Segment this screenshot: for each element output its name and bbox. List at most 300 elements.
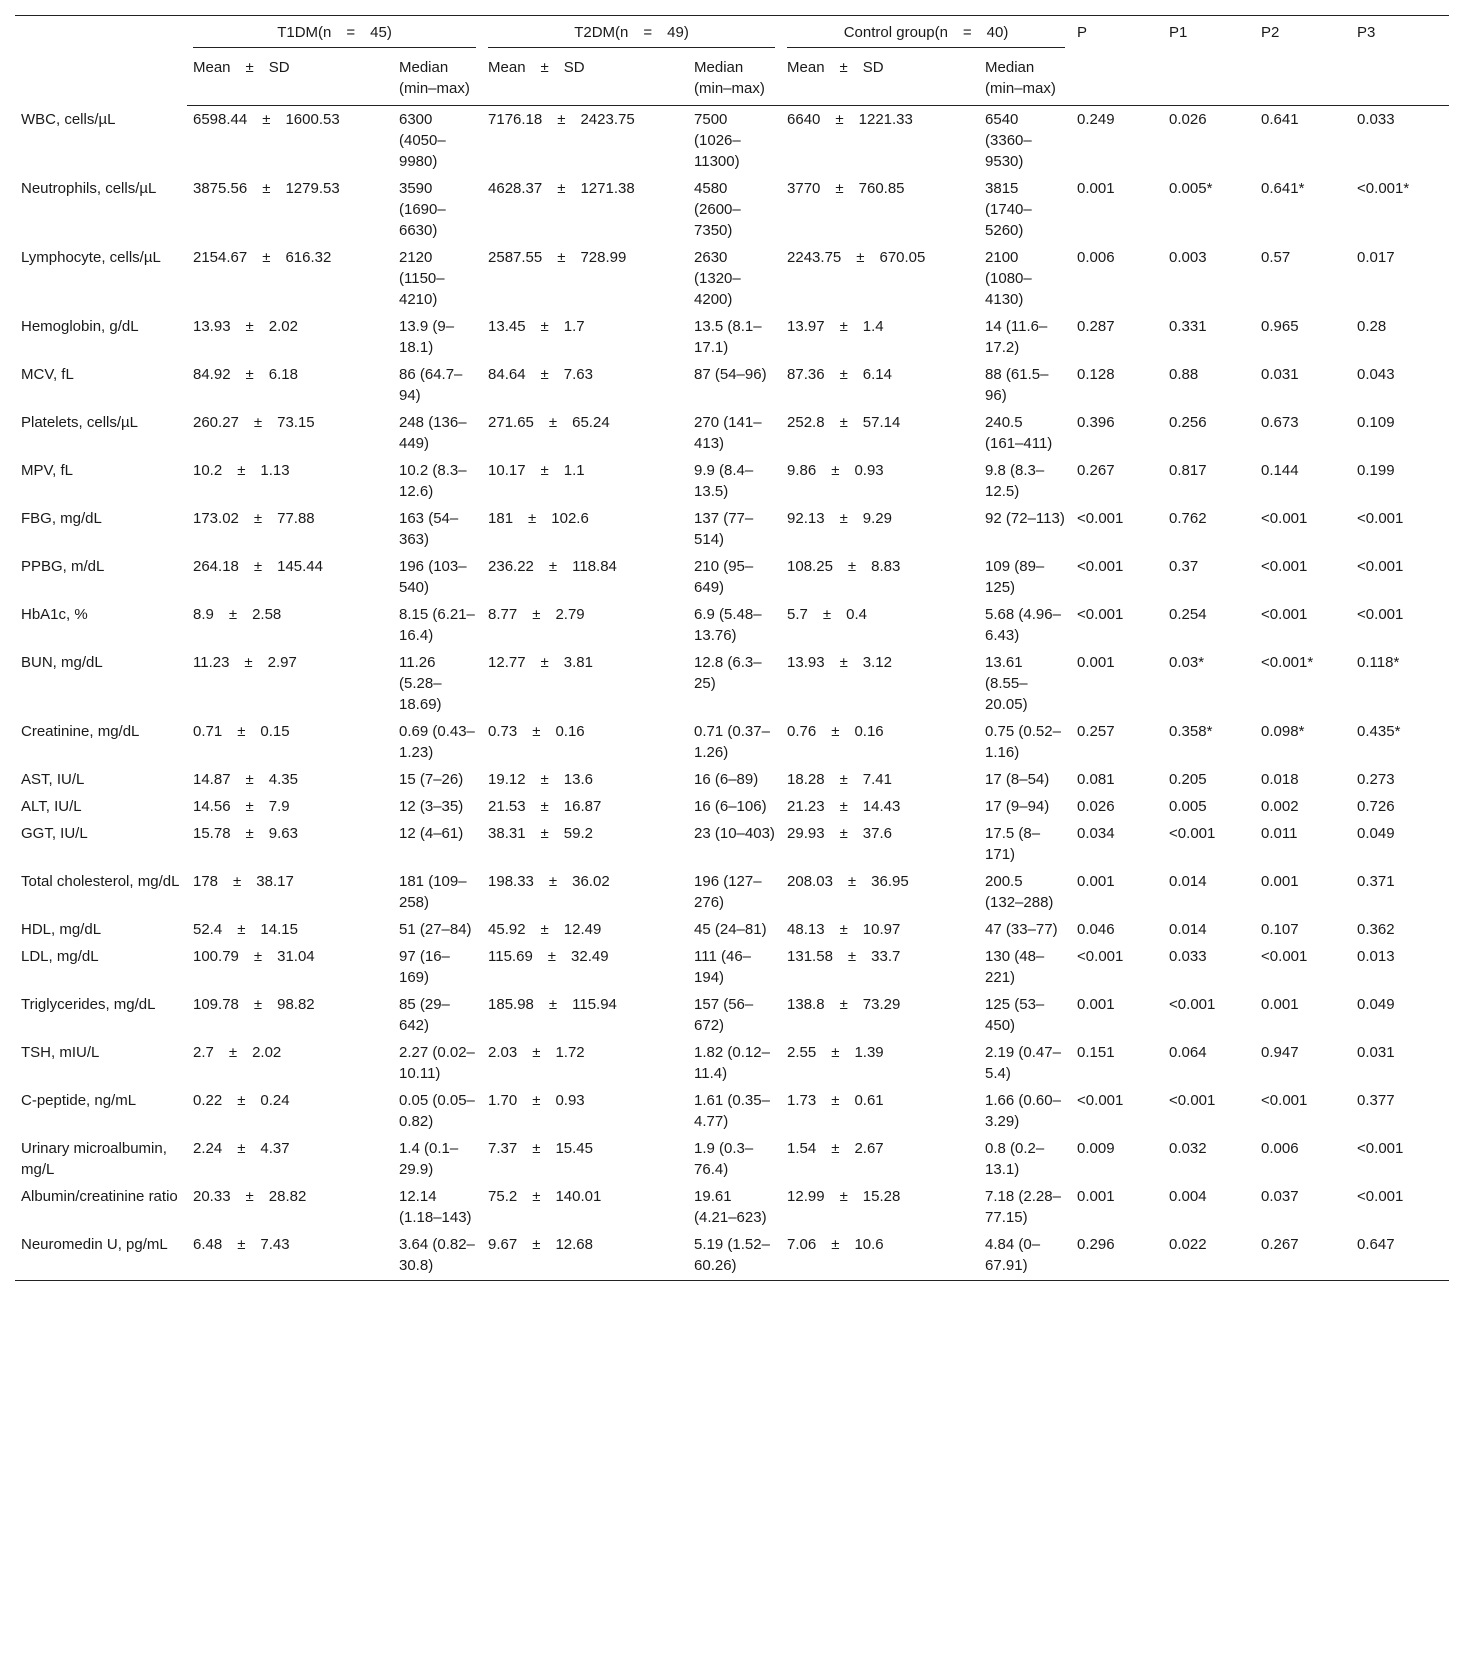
t1dm-median: 2.27 (0.02–10.11) (399, 1044, 475, 1082)
p-value: <0.001 (1077, 948, 1124, 965)
group-label-t1dm: T1DM(n = 45) (193, 22, 476, 48)
p3-value: 0.273 (1357, 771, 1395, 788)
t2dm-mean-sd: 38.31 ± 59.2 (488, 825, 593, 842)
t2dm-mean-sd: 4628.37 ± 1271.38 (488, 180, 635, 197)
p1-value: 0.37 (1169, 558, 1199, 575)
p1-value: 0.014 (1169, 873, 1207, 890)
control-mean-sd: 138.8 ± 73.29 (787, 996, 901, 1013)
p1-value: 0.03* (1169, 654, 1205, 671)
p2-value: <0.001 (1261, 606, 1308, 623)
t2dm-mean-sd: 185.98 ± 115.94 (488, 996, 617, 1013)
p2-value: 0.965 (1261, 318, 1299, 335)
table-row (15, 1183, 1449, 1231)
p1-value: 0.022 (1163, 1231, 1255, 1281)
p2-value: 0.037 (1261, 1188, 1299, 1205)
t2dm-median: 137 (77–514) (694, 510, 754, 548)
t1dm-median: 11.26 (5.28–18.69) (399, 654, 442, 713)
control-median: 240.5 (161–411) (985, 414, 1053, 452)
row-label: Creatinine, mg/dL (21, 723, 140, 740)
control-median: 130 (48–221) (985, 948, 1045, 986)
t1dm-mean-sd: 2154.67 ± 616.32 (193, 249, 332, 266)
p-value: 0.081 (1077, 771, 1115, 788)
t2dm-median: 1.82 (0.12–11.4) (694, 1044, 770, 1082)
t2dm-median: 111 (46–194) (694, 948, 752, 986)
table-row (15, 1039, 1449, 1087)
lab-results-table (15, 15, 1449, 1281)
t1dm-median: 181 (109–258) (399, 873, 467, 911)
p-value: 0.296 (1071, 1231, 1163, 1281)
t2dm-mean-sd: 181 ± 102.6 (488, 510, 589, 527)
t2dm-mean-sd: 13.45 ± 1.7 (488, 318, 585, 335)
t1dm-mean-sd: 52.4 ± 14.15 (193, 921, 298, 938)
p-value: 0.267 (1077, 462, 1115, 479)
t1dm-median: 12.14 (1.18–143) (399, 1188, 472, 1226)
control-mean-sd: 12.99 ± 15.28 (787, 1188, 901, 1205)
control-median: 88 (61.5–96) (985, 366, 1049, 404)
control-mean-sd: 13.93 ± 3.12 (787, 654, 892, 671)
table-row (15, 457, 1449, 505)
control-median: 125 (53–450) (985, 996, 1045, 1034)
p-value: 0.151 (1077, 1044, 1115, 1061)
t1dm-median-header: Median (min–max) (393, 52, 482, 106)
t2dm-median: 19.61 (4.21–623) (694, 1188, 767, 1226)
table-row (15, 820, 1449, 868)
t1dm-mean-sd: 6598.44 ± 1600.53 (193, 111, 340, 128)
table-row (15, 793, 1449, 820)
p3-value: 0.726 (1357, 798, 1395, 815)
p-value: 0.001 (1077, 180, 1115, 197)
t2dm-mean-sd: 7.37 ± 15.45 (488, 1140, 593, 1157)
p2-value: 0.018 (1261, 771, 1299, 788)
p-header: P (1071, 16, 1163, 106)
control-mean-sd-header: Mean ± SD (781, 52, 979, 106)
control-mean-sd: 87.36 ± 6.14 (787, 366, 892, 383)
t1dm-median: 3590 (1690–6630) (399, 180, 446, 239)
row-label: Urinary microalbumin, mg/L (21, 1140, 167, 1178)
p1-value: 0.064 (1169, 1044, 1207, 1061)
p-value: 0.006 (1077, 249, 1115, 266)
t1dm-median: 10.2 (8.3–12.6) (399, 462, 467, 500)
t2dm-median: 16 (6–89) (694, 771, 759, 788)
table-row (15, 1135, 1449, 1183)
control-mean-sd: 6640 ± 1221.33 (787, 111, 913, 128)
row-label: AST, IU/L (21, 771, 85, 788)
p-value: 0.128 (1077, 366, 1115, 383)
row-label: WBC, cells/µL (21, 110, 116, 128)
p2-value: 0.641* (1261, 180, 1305, 197)
row-label: Hemoglobin, g/dL (21, 318, 139, 335)
p1-value: 0.331 (1169, 318, 1207, 335)
p-value: 0.249 (1077, 111, 1115, 128)
p1-value: <0.001 (1169, 1092, 1216, 1109)
control-mean-sd: 252.8 ± 57.14 (787, 414, 901, 431)
p-value: 0.009 (1077, 1140, 1115, 1157)
row-label: C-peptide, ng/mL (21, 1092, 137, 1109)
control-mean-sd: 9.86 ± 0.93 (787, 462, 884, 479)
control-mean-sd: 208.03 ± 36.95 (787, 873, 909, 890)
t2dm-median: 4580 (2600–7350) (694, 180, 741, 239)
table-row (15, 868, 1449, 916)
control-median: 0.75 (0.52–1.16) (985, 723, 1061, 761)
t2dm-mean-sd: 271.65 ± 65.24 (488, 414, 610, 431)
p3-value: 0.049 (1357, 996, 1395, 1013)
p3-value: 0.28 (1357, 318, 1387, 335)
t1dm-median: 6300 (4050–9980) (399, 111, 446, 170)
p3-value: <0.001 (1357, 1140, 1404, 1157)
row-label: GGT, IU/L (21, 825, 88, 842)
p1-value: 0.026 (1169, 111, 1207, 128)
p2-value: 0.001 (1261, 873, 1299, 890)
p3-value: 0.043 (1357, 366, 1395, 383)
control-mean-sd: 5.7 ± 0.4 (787, 606, 867, 623)
t1dm-mean-sd: 15.78 ± 9.63 (193, 825, 298, 842)
control-median: 13.61 (8.55–20.05) (985, 654, 1028, 713)
p3-value: 0.362 (1357, 921, 1395, 938)
control-mean-sd: 131.58 ± 33.7 (787, 948, 901, 965)
table-body (15, 106, 1449, 1281)
table-row (15, 313, 1449, 361)
control-median: 6540 (3360–9530) (985, 111, 1032, 170)
table-row (15, 991, 1449, 1039)
t2dm-mean-sd: 7176.18 ± 2423.75 (488, 111, 635, 128)
p3-value: <0.001* (1357, 180, 1410, 197)
p3-value: 0.013 (1357, 948, 1395, 965)
control-median: 3815 (1740–5260) (985, 180, 1032, 239)
table-row (15, 766, 1449, 793)
t1dm-median: 51 (27–84) (399, 921, 472, 938)
control-mean-sd: 0.76 ± 0.16 (787, 723, 884, 740)
table-row (15, 505, 1449, 553)
p1-value: 0.817 (1169, 462, 1207, 479)
control-median: 17 (9–94) (985, 798, 1050, 815)
t2dm-mean-sd: 21.53 ± 16.87 (488, 798, 602, 815)
control-median: 7.18 (2.28–77.15) (985, 1188, 1061, 1226)
p-value: <0.001 (1077, 606, 1124, 623)
t2dm-mean-sd: 2587.55 ± 728.99 (488, 249, 627, 266)
p2-value: <0.001 (1261, 948, 1308, 965)
p1-value: 0.003 (1169, 249, 1207, 266)
p1-header: P1 (1163, 16, 1255, 106)
t1dm-mean-sd: 100.79 ± 31.04 (193, 948, 315, 965)
t2dm-mean-sd: 75.2 ± 140.01 (488, 1188, 602, 1205)
row-label: LDL, mg/dL (21, 948, 99, 965)
p2-value: 0.011 (1261, 825, 1298, 842)
p2-value: 0.001 (1261, 996, 1299, 1013)
p3-value: 0.435* (1357, 723, 1401, 740)
p1-value: 0.358* (1169, 723, 1213, 740)
p-value: 0.001 (1077, 1188, 1115, 1205)
t1dm-median: 86 (64.7–94) (399, 366, 463, 404)
t1dm-mean-sd: 264.18 ± 145.44 (193, 558, 323, 575)
control-median: 2100 (1080–4130) (985, 249, 1032, 308)
t1dm-median: 2120 (1150–4210) (399, 249, 445, 308)
p1-value: 0.004 (1169, 1188, 1207, 1205)
t1dm-median: 12 (4–61) (399, 825, 464, 842)
p-value: 0.026 (1077, 798, 1115, 815)
table-row (15, 916, 1449, 943)
p1-value: 0.88 (1169, 366, 1199, 383)
control-median: 17.5 (8–171) (985, 825, 1041, 863)
group-header-control (781, 16, 1071, 53)
t2dm-mean-sd: 45.92 ± 12.49 (488, 921, 602, 938)
p-value: <0.001 (1077, 510, 1124, 527)
control-mean-sd: 108.25 ± 8.83 (787, 558, 901, 575)
t2dm-mean-sd: 19.12 ± 13.6 (488, 771, 593, 788)
p-value: <0.001 (1077, 1092, 1124, 1109)
p1-value: 0.014 (1169, 921, 1207, 938)
t1dm-mean-sd: 3875.56 ± 1279.53 (193, 180, 340, 197)
control-mean-sd: 48.13 ± 10.97 (787, 921, 901, 938)
t2dm-mean-sd: 2.03 ± 1.72 (488, 1044, 585, 1061)
control-mean-sd: 3770 ± 760.85 (787, 180, 905, 197)
p2-value: 0.641 (1261, 111, 1299, 128)
table-header (15, 16, 1449, 106)
t1dm-median: 13.9 (9–18.1) (399, 318, 455, 356)
t2dm-mean-sd: 10.17 ± 1.1 (488, 462, 585, 479)
row-label: Triglycerides, mg/dL (21, 996, 156, 1013)
t1dm-median: 8.15 (6.21–16.4) (399, 606, 475, 644)
t1dm-median: 15 (7–26) (399, 771, 464, 788)
control-mean-sd: 92.13 ± 9.29 (787, 510, 892, 527)
p1-value: 0.033 (1169, 948, 1207, 965)
p2-value: 0.031 (1261, 366, 1299, 383)
t2dm-mean-sd: 0.73 ± 0.16 (488, 723, 585, 740)
p2-value: 0.947 (1261, 1044, 1299, 1061)
t1dm-median: 196 (103–540) (399, 558, 467, 596)
t1dm-mean-sd: 173.02 ± 77.88 (193, 510, 315, 527)
control-median: 200.5 (132–288) (985, 873, 1054, 911)
row-label: Lymphocyte, cells/µL (21, 249, 161, 266)
t1dm-mean-sd: 10.2 ± 1.13 (193, 462, 290, 479)
p3-value: 0.031 (1357, 1044, 1395, 1061)
t2dm-median: 7500 (1026–11300) (694, 111, 741, 170)
table-row (15, 361, 1449, 409)
control-median-header: Median (min–max) (979, 52, 1071, 106)
control-mean-sd: 2243.75 ± 670.05 (787, 249, 926, 266)
t1dm-mean-sd: 178 ± 38.17 (193, 873, 294, 890)
table-row (15, 649, 1449, 718)
t1dm-median: 1.4 (0.1–29.9) (399, 1140, 459, 1178)
row-label: ALT, IU/L (21, 798, 82, 815)
t2dm-mean-sd: 8.77 ± 2.79 (488, 606, 585, 623)
p3-value: <0.001 (1357, 606, 1404, 623)
p2-value: 0.006 (1261, 1140, 1299, 1157)
row-label: Neuromedin U, pg/mL (15, 1231, 187, 1281)
t1dm-mean-sd: 109.78 ± 98.82 (193, 996, 315, 1013)
t2dm-mean-sd: 236.22 ± 118.84 (488, 558, 617, 575)
p3-header: P3 (1351, 16, 1449, 106)
p-value: 0.001 (1077, 996, 1115, 1013)
t1dm-mean-sd: 6.48 ± 7.43 (187, 1231, 393, 1281)
control-median: 0.8 (0.2–13.1) (985, 1140, 1045, 1178)
control-mean-sd: 18.28 ± 7.41 (787, 771, 892, 788)
results-table-container (15, 15, 1449, 1281)
t2dm-median: 23 (10–403) (694, 825, 775, 842)
table-row (15, 1087, 1449, 1135)
table-row (15, 409, 1449, 457)
p3-value: 0.371 (1357, 873, 1395, 890)
t2dm-median: 2630 (1320–4200) (694, 249, 741, 308)
p3-value: <0.001 (1357, 558, 1404, 575)
t1dm-mean-sd: 20.33 ± 28.82 (193, 1188, 307, 1205)
p2-value: <0.001 (1261, 1092, 1308, 1109)
p3-value: 0.017 (1357, 249, 1395, 266)
p3-value: 0.199 (1357, 462, 1395, 479)
control-mean-sd: 2.55 ± 1.39 (787, 1044, 884, 1061)
row-label: Albumin/creatinine ratio (21, 1188, 178, 1205)
control-mean-sd: 7.06 ± 10.6 (781, 1231, 979, 1281)
group-header-row (15, 16, 1449, 53)
row-label: MCV, fL (21, 366, 74, 383)
t1dm-mean-sd: 14.56 ± 7.9 (193, 798, 290, 815)
p2-value: 0.673 (1261, 414, 1299, 431)
row-label-header (15, 16, 187, 106)
t2dm-mean-sd: 12.77 ± 3.81 (488, 654, 593, 671)
t1dm-mean-sd: 0.71 ± 0.15 (193, 723, 290, 740)
t2dm-median: 13.5 (8.1–17.1) (694, 318, 762, 356)
t1dm-mean-sd: 2.24 ± 4.37 (193, 1140, 290, 1157)
t2dm-mean-sd: 84.64 ± 7.63 (488, 366, 593, 383)
p1-value: 0.254 (1169, 606, 1207, 623)
t1dm-mean-sd: 13.93 ± 2.02 (193, 318, 298, 335)
control-median: 109 (89–125) (985, 558, 1045, 596)
p2-header: P2 (1255, 16, 1351, 106)
t1dm-mean-sd: 84.92 ± 6.18 (193, 366, 298, 383)
p2-value: 0.267 (1255, 1231, 1351, 1281)
p3-value: 0.118* (1357, 654, 1400, 671)
row-label: BUN, mg/dL (21, 654, 103, 671)
row-label: Total cholesterol, mg/dL (21, 873, 180, 890)
t2dm-median: 157 (56–672) (694, 996, 754, 1034)
t1dm-median: 12 (3–35) (399, 798, 464, 815)
p2-value: <0.001 (1261, 510, 1308, 527)
t2dm-mean-sd: 1.70 ± 0.93 (488, 1092, 585, 1109)
table-row (15, 718, 1449, 766)
p2-value: <0.001 (1261, 558, 1308, 575)
table-row (15, 244, 1449, 313)
t2dm-median: 6.9 (5.48–13.76) (694, 606, 762, 644)
p-value: 0.287 (1077, 318, 1115, 335)
control-median: 17 (8–54) (985, 771, 1050, 788)
t1dm-mean-sd: 0.22 ± 0.24 (193, 1092, 290, 1109)
row-label: HDL, mg/dL (21, 921, 102, 938)
t2dm-mean-sd: 9.67 ± 12.68 (482, 1231, 688, 1281)
p2-value: 0.107 (1261, 921, 1299, 938)
control-median: 14 (11.6–17.2) (985, 318, 1048, 356)
p1-value: 0.032 (1169, 1140, 1207, 1157)
t2dm-mean-sd-header: Mean ± SD (482, 52, 688, 106)
row-label: PPBG, m/dL (21, 558, 105, 575)
p-value: 0.257 (1077, 723, 1115, 740)
p1-value: 0.762 (1169, 510, 1207, 527)
p2-value: <0.001* (1261, 654, 1314, 671)
table-row (15, 601, 1449, 649)
row-label: Neutrophils, cells/µL (21, 180, 157, 197)
t1dm-mean-sd: 14.87 ± 4.35 (193, 771, 298, 788)
t2dm-median: 87 (54–96) (694, 366, 767, 383)
group-label-t2dm: T2DM(n = 49) (488, 22, 775, 48)
p3-value: 0.049 (1357, 825, 1395, 842)
p1-value: 0.005* (1169, 180, 1213, 197)
t2dm-mean-sd: 198.33 ± 36.02 (488, 873, 610, 890)
t1dm-median: 0.05 (0.05–0.82) (399, 1092, 475, 1130)
control-median: 5.68 (4.96–6.43) (985, 606, 1061, 644)
p-value: 0.034 (1077, 825, 1115, 842)
control-mean-sd: 1.73 ± 0.61 (787, 1092, 884, 1109)
t1dm-median: 248 (136–449) (399, 414, 467, 452)
group-header-t1dm (187, 16, 482, 53)
control-mean-sd: 21.23 ± 14.43 (787, 798, 901, 815)
row-label: FBG, mg/dL (21, 510, 102, 527)
control-median: 47 (33–77) (985, 921, 1058, 938)
control-mean-sd: 29.93 ± 37.6 (787, 825, 892, 842)
t2dm-median: 210 (95–649) (694, 558, 754, 596)
t2dm-median: 9.9 (8.4–13.5) (694, 462, 754, 500)
group-label-control: Control group(n = 40) (787, 22, 1065, 48)
p-value: 0.396 (1077, 414, 1115, 431)
t2dm-median: 1.61 (0.35–4.77) (694, 1092, 770, 1130)
control-median: 1.66 (0.60–3.29) (985, 1092, 1061, 1130)
table-row (15, 106, 1449, 176)
t1dm-median: 85 (29–642) (399, 996, 450, 1034)
row-label: MPV, fL (21, 462, 73, 479)
t1dm-median: 0.69 (0.43–1.23) (399, 723, 475, 761)
t2dm-median: 16 (6–106) (694, 798, 767, 815)
t2dm-median: 12.8 (6.3–25) (694, 654, 762, 692)
p1-value: 0.205 (1169, 771, 1207, 788)
table-row (15, 553, 1449, 601)
t1dm-mean-sd: 11.23 ± 2.97 (193, 654, 297, 671)
p3-value: 0.377 (1357, 1092, 1395, 1109)
p1-value: 0.256 (1169, 414, 1207, 431)
control-mean-sd: 13.97 ± 1.4 (787, 318, 884, 335)
row-label: TSH, mIU/L (21, 1044, 100, 1061)
p-value: 0.046 (1077, 921, 1115, 938)
group-header-t2dm (482, 16, 781, 53)
p2-value: 0.144 (1261, 462, 1299, 479)
p2-value: 0.57 (1261, 249, 1291, 266)
t2dm-median: 196 (127–276) (694, 873, 762, 911)
t2dm-median: 5.19 (1.52–60.26) (688, 1231, 781, 1281)
control-median: 4.84 (0–67.91) (979, 1231, 1071, 1281)
p1-value: 0.005 (1169, 798, 1207, 815)
p3-value: 0.033 (1357, 111, 1395, 128)
p2-value: 0.002 (1261, 798, 1299, 815)
t2dm-median-header: Median (min–max) (688, 52, 781, 106)
p-value: <0.001 (1077, 558, 1124, 575)
t2dm-median: 0.71 (0.37–1.26) (694, 723, 770, 761)
t2dm-median: 1.9 (0.3–76.4) (694, 1140, 754, 1178)
control-median: 2.19 (0.47–5.4) (985, 1044, 1061, 1082)
p3-value: 0.647 (1351, 1231, 1449, 1281)
p2-value: 0.098* (1261, 723, 1305, 740)
t1dm-median: 3.64 (0.82–30.8) (393, 1231, 482, 1281)
p1-value: <0.001 (1169, 996, 1216, 1013)
control-mean-sd: 1.54 ± 2.67 (787, 1140, 884, 1157)
control-median: 9.8 (8.3–12.5) (985, 462, 1045, 500)
table-row (15, 1231, 1449, 1281)
p3-value: <0.001 (1357, 1188, 1404, 1205)
control-median: 92 (72–113) (985, 510, 1065, 527)
p-value: 0.001 (1077, 654, 1115, 671)
p3-value: 0.109 (1357, 414, 1395, 431)
t2dm-median: 45 (24–81) (694, 921, 767, 938)
p-value: 0.001 (1077, 873, 1115, 890)
t1dm-mean-sd-header: Mean ± SD (187, 52, 393, 106)
p1-value: <0.001 (1169, 825, 1216, 842)
p3-value: <0.001 (1357, 510, 1404, 527)
t1dm-median: 97 (16–169) (399, 948, 450, 986)
